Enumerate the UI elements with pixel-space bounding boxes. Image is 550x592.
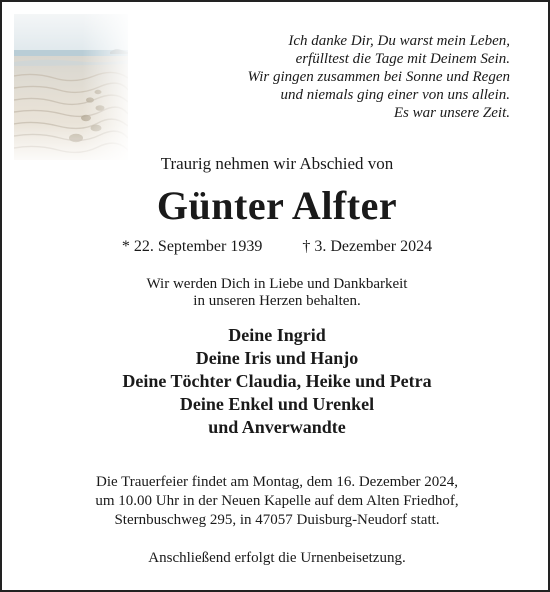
funeral-line: Sternbuschweg 295, in 47057 Duisburg-Neudorf statt. (114, 512, 440, 528)
family-line: Deine Töchter Claudia, Heike und Petra (122, 371, 432, 391)
farewell-message (2, 276, 550, 310)
funeral-line: Die Trauerfeier findet am Montag, dem 16. Dezember 2024, (96, 474, 458, 490)
poem (248, 32, 510, 122)
poem-line: Ich danke Dir, Du warst mein Leben, (288, 33, 510, 49)
intro-text: Traurig nehmen wir Abschied von (160, 154, 394, 173)
closing-text: Anschließend erfolgt die Urnenbeisetzung. (148, 550, 406, 566)
family-line: Deine Enkel und Urenkel (179, 394, 375, 414)
deceased-name: Günter Alfter (156, 183, 398, 228)
life-dates (2, 238, 550, 256)
poem-line: Wir gingen zusammen bei Sonne und Regen (247, 69, 510, 85)
message-line: in unseren Herzen behalten. (193, 293, 361, 309)
message-line: Wir werden Dich in Liebe und Dankbarkeit (146, 276, 408, 292)
family-line: und Anverwandte (208, 417, 346, 437)
death-date: † 3. Dezember 2024 (302, 238, 433, 255)
birth-date: * 22. September 1939 (121, 238, 263, 255)
funeral-details (2, 473, 550, 530)
beach-footprints-image (14, 14, 128, 160)
family-list (2, 324, 550, 439)
funeral-line: um 10.00 Uhr in der Neuen Kapelle auf dem Alten Friedhof, (95, 493, 459, 509)
family-line: Deine Iris und Hanjo (195, 348, 359, 368)
poem-line: und niemals ging einer von uns allein. (280, 87, 510, 103)
poem-line: Es war unsere Zeit. (393, 105, 510, 121)
family-line: Deine Ingrid (228, 325, 326, 345)
poem-line: erfülltest die Tage mit Deinem Sein. (295, 51, 510, 67)
